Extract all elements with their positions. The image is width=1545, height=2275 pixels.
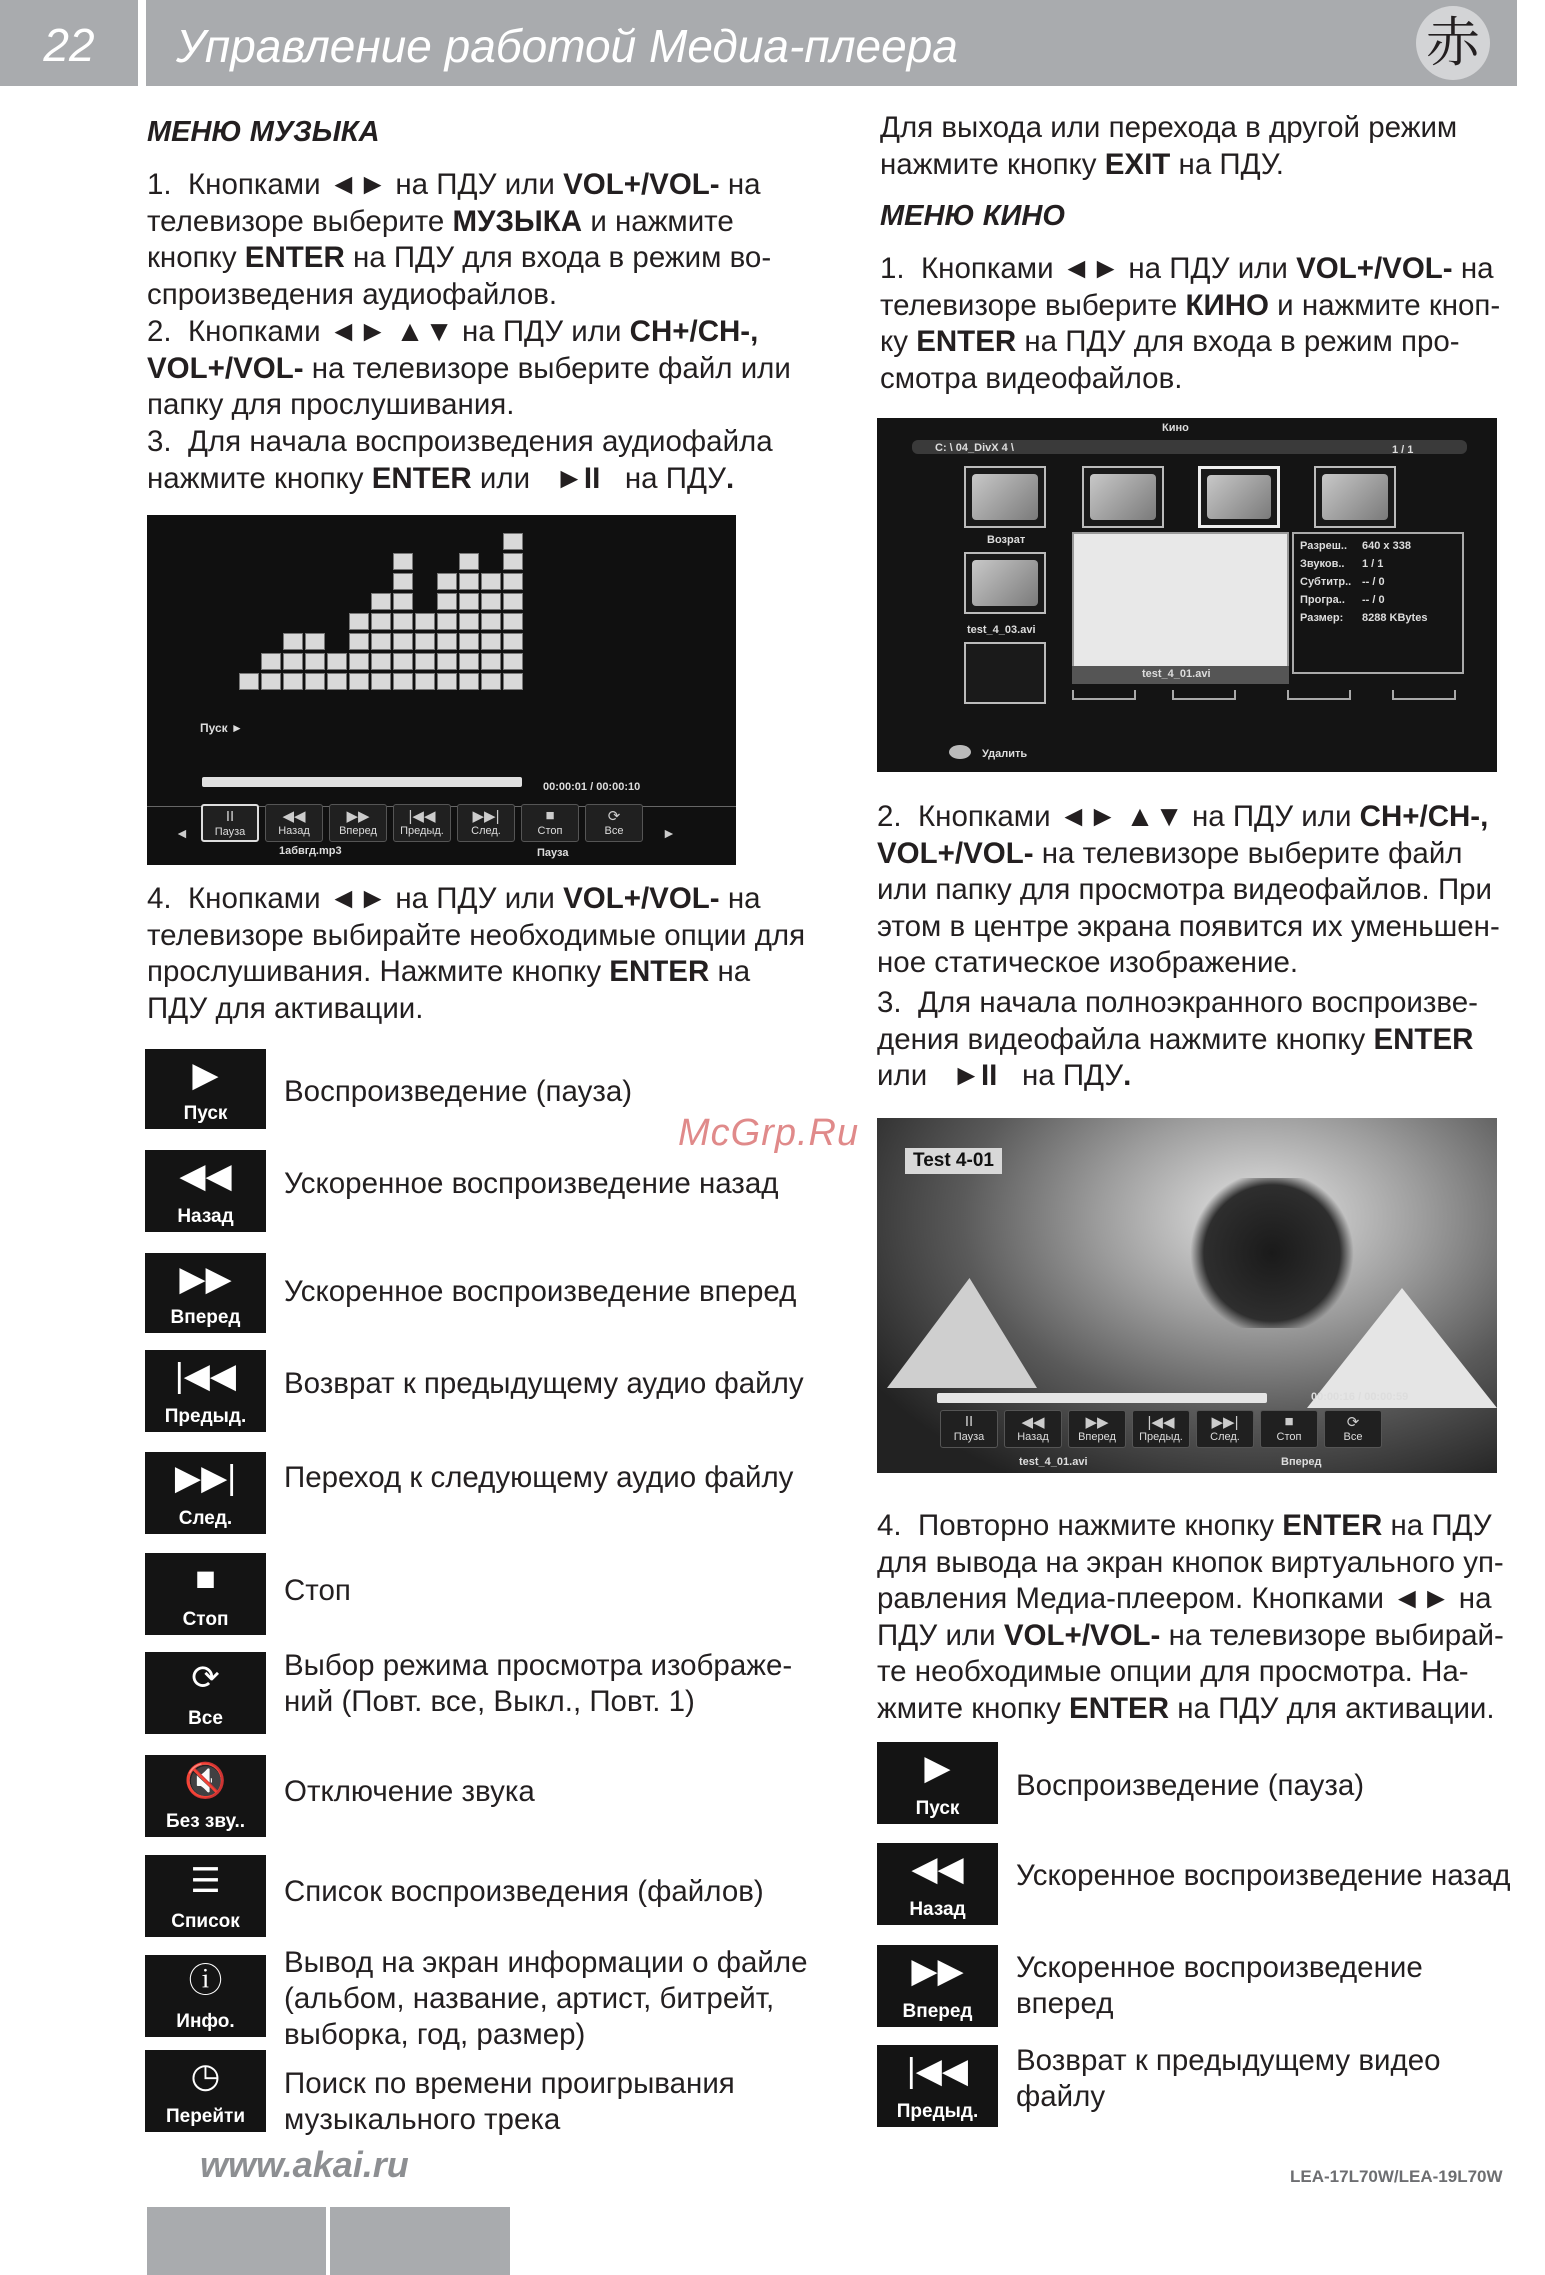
kino-step-1: 1. Кнопками ◄► на ПДУ или VOL+/VOL- на телевизоре выберите КИНО и нажмите кноп-ку ENTER на ПДУ для входа в режим про-смотра видеофайлов. — [880, 252, 1501, 395]
control-button-label: Пауза — [214, 826, 246, 838]
watermark: McGrp.Ru — [678, 1112, 860, 1154]
control-button-label: Все — [604, 825, 624, 837]
info-icon: ⓘ — [188, 1962, 223, 2000]
button-legend-description: Список воспроизведения (файлов) — [284, 1875, 764, 1908]
movie-progress-bar — [937, 1393, 1267, 1403]
empty-slot — [964, 642, 1046, 704]
button-legend-label: Без зву.. — [165, 1811, 246, 1832]
equalizer-column — [261, 653, 283, 693]
kino-step-3: 3. Для начала полноэкранного воспроизве-дения видеофайла нажмите кнопку ENTER или ►II на ПДУ. — [877, 986, 1478, 1092]
control-button-label: Вперед — [1078, 1431, 1116, 1443]
selected-video-thumb[interactable] — [1198, 466, 1280, 528]
page-title: Управление работой Медиа-плеера — [176, 20, 958, 72]
button-legend-description: Ускоренное воспроизведение назад — [284, 1167, 779, 1200]
back-label: Возрат — [987, 534, 1026, 546]
file-info-row: Размер: 8288 KBytes — [1300, 612, 1428, 624]
file-info-row: Разреш.. 640 x 338 — [1300, 540, 1411, 552]
button-legend-label: Вперед — [902, 2001, 973, 2022]
control-button[interactable] — [393, 804, 451, 842]
music-status: Пуск ► — [200, 721, 243, 735]
kino-menu-heading: МЕНЮ КИНО — [880, 200, 1065, 232]
control-button[interactable] — [1004, 1410, 1062, 1448]
control-button[interactable] — [201, 804, 259, 842]
movie-state: Вперед — [1281, 1456, 1322, 1468]
button-legend-description: Возврат к предыдущему аудио файлу — [284, 1367, 804, 1400]
button-legend-description: Ускоренное воспроизведение вперед — [284, 1275, 797, 1308]
equalizer-column — [459, 553, 481, 693]
button-legend-description: Ускоренное воспроизведение назад — [1016, 1859, 1511, 1892]
video-thumb[interactable] — [1314, 466, 1396, 528]
footer-model: LEA-17L70W/LEA-19L70W — [1290, 2167, 1503, 2186]
button-legend-description: Стоп — [284, 1574, 351, 1607]
button-legend-description: Воспроизведение (пауза) — [1016, 1769, 1365, 1802]
button-legend — [145, 1150, 266, 1232]
button-legend-label: Предыд. — [164, 1406, 247, 1427]
button-legend-label: След. — [178, 1508, 233, 1529]
control-button[interactable] — [585, 804, 643, 842]
movie-control-bar — [940, 1410, 1382, 1448]
button-legend-description: Ускоренное воспроизведение — [1016, 1951, 1423, 1984]
music-control-bar — [201, 804, 643, 842]
button-legend-label: Стоп — [182, 1609, 229, 1630]
button-legend-description: Переход к следующему аудио файлу — [284, 1461, 794, 1494]
control-glyph-icon: ◀◀ — [282, 808, 306, 825]
control-button[interactable] — [1260, 1410, 1318, 1448]
button-legend-label: Предыд. — [896, 2101, 979, 2122]
scroll-right-icon: ► — [662, 825, 676, 841]
control-glyph-icon: ⟳ — [1346, 1414, 1360, 1431]
control-button[interactable] — [1132, 1410, 1190, 1448]
button-legend-description: Возврат к предыдущему видео — [1016, 2044, 1441, 2077]
button-legend — [145, 1652, 266, 1734]
play-button-legend — [877, 1742, 998, 1824]
control-glyph-icon: II — [964, 1413, 974, 1430]
file-info-row: Субтитр.. -- / 0 — [1300, 576, 1385, 588]
music-state: Пауза — [537, 847, 569, 859]
folder-thumb[interactable] — [1082, 466, 1164, 528]
control-glyph-icon: ▶▶| — [472, 808, 500, 825]
equalizer-column — [415, 613, 437, 693]
control-button-label: Вперед — [339, 825, 377, 837]
delete-label: Удалить — [982, 748, 1028, 760]
control-glyph-icon: ⟳ — [607, 808, 621, 825]
file-thumb-test-4-03[interactable] — [964, 552, 1046, 614]
control-glyph-icon: ▶▶| — [1211, 1414, 1239, 1431]
control-button[interactable] — [1196, 1410, 1254, 1448]
control-glyph-icon: |◀◀ — [1147, 1414, 1175, 1431]
file-info-panel — [1292, 532, 1464, 674]
button-legend-description: Выбор режима просмотра изображе- — [284, 1649, 793, 1682]
kino-step-2: 2. Кнопками ◄► ▲▼ на ПДУ или CH+/CH-, VOL+/VOL- на телевизоре выберите файл или папку для просмотра видеофайлов. При этом в центре экрана появится их уменьшен-ное статическое изображение. — [877, 800, 1500, 979]
play-button-legend — [145, 1049, 266, 1129]
control-button-label: Предыд. — [400, 825, 444, 837]
control-button-label: Пауза — [953, 1431, 985, 1443]
play-icon: ▶ — [192, 1056, 219, 1094]
button-legend — [145, 1452, 266, 1534]
fast-forward-icon: ▶▶ — [911, 1952, 964, 1990]
movie-file-name: test_4_01.avi — [1019, 1456, 1088, 1468]
control-button[interactable] — [940, 1410, 998, 1448]
control-glyph-icon: |◀◀ — [408, 808, 436, 825]
button-legend-description: (альбом, название, артист, битрейт, — [284, 1982, 775, 2015]
next-icon: ▶▶| — [174, 1459, 237, 1497]
button-legend — [877, 2045, 998, 2127]
music-player-screenshot — [147, 515, 736, 865]
equalizer-column — [349, 613, 371, 693]
kino-path: C: \ 04_DivX 4 \ — [935, 442, 1014, 454]
button-legend-description: Вывод на экран информации о файле — [284, 1946, 808, 1979]
button-legend — [145, 1955, 266, 2037]
kino-page: 1 / 1 — [1392, 444, 1414, 456]
repeat-icon: ⟳ — [191, 1659, 220, 1697]
control-glyph-icon: II — [225, 808, 235, 825]
music-step-2: 2. Кнопками ◄► ▲▼ на ПДУ или CH+/CH-, VOL+/VOL- на телевизоре выберите файл или папку для прослушивания. — [147, 315, 791, 421]
kino-step-4: 4. Повторно нажмите кнопку ENTER на ПДУ для вывода на экран кнопок виртуального уп-равления Медиа-плеером. Кнопками ◄► на ПДУ или VOL+/VOL- на телевизоре выбирай-те необходимые опции для просмотра. На-жмите кнопку ENTER на ПДУ для активации. — [877, 1509, 1504, 1725]
button-legend — [145, 1253, 266, 1333]
button-legend-label: Назад — [909, 1899, 966, 1920]
kino-browser-screenshot — [877, 418, 1497, 772]
button-legend-label: Пуск — [183, 1103, 228, 1124]
button-legend — [877, 1843, 998, 1925]
control-button-label: След. — [471, 825, 501, 837]
equalizer-column — [437, 573, 459, 693]
button-legend-description: вперед — [1016, 1987, 1114, 2020]
previous-icon: |◀◀ — [174, 1357, 237, 1395]
goto-time-icon: ◷ — [190, 2057, 221, 2095]
music-time: 00:00:01 / 00:00:10 — [543, 781, 641, 793]
button-legend-description: Воспроизведение (пауза) — [284, 1075, 633, 1108]
equalizer-column — [393, 553, 415, 693]
control-glyph-icon: ▶▶ — [346, 808, 370, 825]
rewind-icon: ◀◀ — [911, 1850, 964, 1888]
control-glyph-icon: ▶▶ — [1085, 1414, 1109, 1431]
button-legend — [145, 2050, 266, 2132]
exit-instruction: Для выхода или перехода в другой режим нажмите кнопку EXIT на ПДУ. — [880, 111, 1458, 181]
fast-forward-icon: ▶▶ — [179, 1260, 232, 1298]
button-legend — [145, 1855, 266, 1937]
button-legend-description: файлу — [1016, 2080, 1106, 2113]
control-button[interactable] — [521, 804, 579, 842]
button-legend-label: Инфо. — [176, 2011, 235, 2032]
button-legend-description: Отключение звука — [284, 1775, 535, 1808]
button-legend — [145, 1350, 266, 1432]
movie-title-badge: Test 4-01 — [905, 1148, 1002, 1174]
music-step-3: 3. Для начала воспроизведения аудиофайла нажмите кнопку ENTER или ►II на ПДУ. — [147, 425, 773, 495]
file-label-test-4-03: test_4_03.avi — [967, 624, 1036, 636]
delete-button-icon[interactable] — [949, 745, 971, 759]
control-glyph-icon: ■ — [545, 807, 555, 824]
control-button-label: Все — [1343, 1431, 1363, 1443]
control-glyph-icon: ■ — [1284, 1413, 1294, 1430]
music-progress-bar — [202, 777, 522, 787]
mute-icon: 🔇 — [184, 1762, 227, 1800]
control-button[interactable] — [265, 804, 323, 842]
file-info-row: Звуков.. 1 / 1 — [1300, 558, 1384, 570]
button-legend-description: ний (Повт. все, Выкл., Повт. 1) — [284, 1685, 695, 1718]
equalizer-column — [327, 653, 349, 693]
control-button-label: След. — [1210, 1431, 1240, 1443]
scroll-left-icon: ◄ — [175, 825, 189, 841]
stop-icon: ■ — [195, 1560, 216, 1598]
music-step-1: 1. Кнопками ◄► на ПДУ или VOL+/VOL- на телевизоре выберите МУЗЫКА и нажмите кнопку ENTER на ПДУ для входа в режим во-спроизведения аудиофайлов. — [147, 168, 772, 311]
control-button-label: Назад — [1017, 1431, 1049, 1443]
equalizer-column — [481, 573, 503, 693]
equalizer-column — [503, 533, 525, 693]
control-button[interactable] — [329, 804, 387, 842]
control-button[interactable] — [1324, 1410, 1382, 1448]
movie-playback-screenshot — [877, 1118, 1497, 1473]
file-info-row: Програ.. -- / 0 — [1300, 594, 1385, 606]
control-button[interactable] — [1068, 1410, 1126, 1448]
play-icon: ▶ — [924, 1749, 951, 1787]
control-button[interactable] — [457, 804, 515, 842]
button-legend-label: Пуск — [915, 1798, 960, 1819]
preview-file-name: test_4_01.avi — [1142, 668, 1211, 680]
brand-logo: 赤 — [1416, 6, 1490, 80]
button-legend-label: Назад — [177, 1206, 234, 1227]
equalizer-column — [371, 593, 393, 693]
button-legend-description: выборка, год, размер) — [284, 2018, 586, 2051]
equalizer-column — [305, 633, 327, 693]
button-legend-label: Все — [188, 1708, 223, 1729]
button-legend-label: Вперед — [170, 1307, 241, 1328]
equalizer-column — [239, 673, 261, 693]
playlist-icon: ☰ — [190, 1862, 221, 1900]
control-button-label: Предыд. — [1139, 1431, 1183, 1443]
movie-time: 00:00:16 / 00:00:59 — [1311, 1391, 1409, 1403]
kino-screen-title: Кино — [1162, 422, 1189, 434]
music-step-4: 4. Кнопками ◄► на ПДУ или VOL+/VOL- на телевизоре выбирайте необходимые опции для прослушивания. Нажмите кнопку ENTER на ПДУ для активации. — [147, 882, 806, 1025]
control-glyph-icon: ◀◀ — [1021, 1414, 1045, 1431]
button-legend — [145, 1553, 266, 1635]
equalizer-column — [283, 633, 305, 693]
control-button-label: Стоп — [537, 825, 563, 837]
control-button-label: Назад — [278, 825, 310, 837]
footer-url: www.akai.ru — [200, 2144, 409, 2185]
button-legend-description: музыкального трека — [284, 2103, 561, 2136]
footer-block — [147, 2207, 326, 2275]
music-file-name: 1абвгд.mp3 — [279, 845, 342, 857]
preview-pane — [1072, 532, 1289, 678]
previous-icon: |◀◀ — [906, 2052, 969, 2090]
rewind-icon: ◀◀ — [179, 1157, 232, 1195]
button-legend-description: Поиск по времени проигрывания — [284, 2067, 735, 2100]
button-legend-label: Перейти — [165, 2106, 246, 2127]
footer-block — [330, 2207, 510, 2275]
button-legend-label: Список — [171, 1911, 240, 1932]
button-legend — [877, 1945, 998, 2027]
music-menu-heading: МЕНЮ МУЗЫКА — [147, 116, 380, 148]
button-legend — [145, 1755, 266, 1837]
page-number: 22 — [0, 0, 138, 86]
back-folder-thumb[interactable] — [964, 466, 1046, 528]
control-button-label: Стоп — [1276, 1431, 1302, 1443]
